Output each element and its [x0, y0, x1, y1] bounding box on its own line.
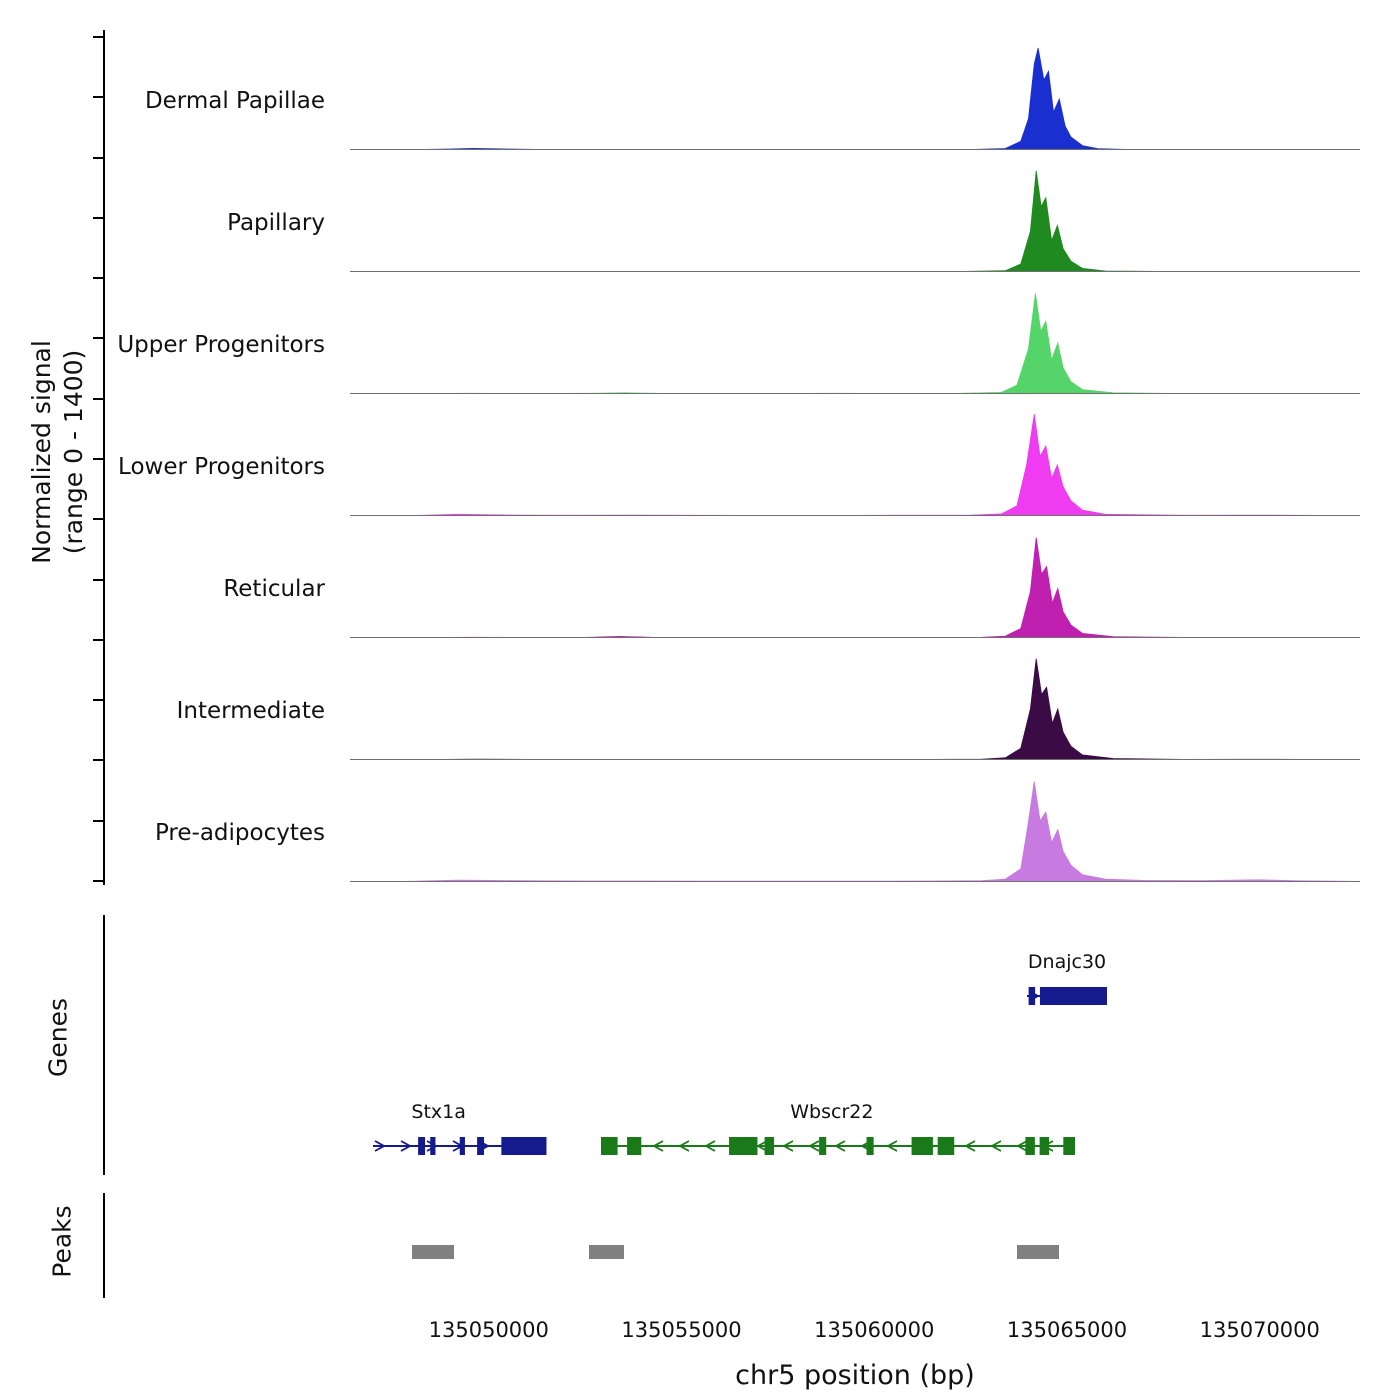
x-axis-tick-label: 135060000: [814, 1318, 935, 1342]
x-axis-tick-label: 135070000: [1199, 1318, 1320, 1342]
track-baseline: [350, 637, 1360, 638]
y-axis-tick: [93, 277, 104, 279]
peak-bar[interactable]: [412, 1245, 454, 1259]
peak-bar[interactable]: [1017, 1245, 1059, 1259]
genes-axis-spine: [103, 915, 105, 1175]
track-label-reticular: Reticular: [223, 576, 325, 602]
signal-track: [154, 777, 1360, 882]
y-axis-tick: [93, 157, 104, 159]
track-signal-area: [350, 167, 1360, 272]
signal-track: [118, 411, 1360, 516]
track-baseline: [350, 881, 1360, 882]
peaks-panel: [0, 1185, 1400, 1310]
y-axis-tick: [93, 759, 104, 761]
y-axis-tick: [93, 458, 104, 460]
gene-label-dnajc30: Dnajc30: [1027, 951, 1107, 973]
gene-model-dnajc30[interactable]: [1027, 983, 1108, 1009]
track-label-dermal-papillae: Dermal Papillae: [144, 88, 325, 114]
x-axis-title: chr5 position (bp): [735, 1360, 975, 1391]
track-baseline: [350, 149, 1360, 150]
signal-track: [223, 533, 1360, 638]
y-axis-tick: [93, 398, 104, 400]
y-axis-tick: [93, 579, 104, 581]
y-axis-tick: [93, 639, 104, 641]
track-label-pre-adipocytes: Pre-adipocytes: [154, 820, 325, 846]
track-signal-area: [350, 289, 1360, 394]
gene-model-stx1a[interactable]: [373, 1133, 546, 1159]
y-axis-tick: [93, 217, 104, 219]
track-label-intermediate: Intermediate: [176, 698, 325, 724]
y-axis-tick: [93, 337, 104, 339]
y-axis-tick: [93, 96, 104, 98]
signal-track: [176, 655, 1360, 760]
genes-axis-label: Genes: [43, 998, 73, 1078]
track-baseline: [350, 759, 1360, 760]
track-signal-area: [350, 777, 1360, 882]
track-baseline: [350, 271, 1360, 272]
signal-track: [144, 45, 1360, 150]
track-baseline: [350, 393, 1360, 394]
y-axis-tick: [93, 699, 104, 701]
y-axis-tick: [93, 820, 104, 822]
gene-label-stx1a: Stx1a: [411, 1101, 466, 1123]
peaks-axis-label: Peaks: [47, 1205, 77, 1278]
peak-bar[interactable]: [589, 1245, 624, 1259]
gene-model-wbscr22[interactable]: [601, 1133, 1075, 1159]
y-axis-label: [26, 242, 90, 662]
y-axis-tick: [93, 880, 104, 882]
signal-track: [227, 167, 1360, 272]
track-signal-area: [350, 411, 1360, 516]
y-axis-tick: [93, 36, 104, 38]
x-axis-tick-label: 135050000: [428, 1318, 549, 1342]
x-axis-tick-label: 135065000: [1006, 1318, 1128, 1342]
track-signal-area: [350, 655, 1360, 760]
y-axis-label-line2: (range 0 - 1400): [59, 349, 88, 555]
y-axis-tick: [93, 518, 104, 520]
x-axis: [0, 1300, 1400, 1400]
y-axis-label-line1: Normalized signal: [27, 340, 56, 564]
track-label-lower-progenitors: Lower Progenitors: [118, 454, 325, 480]
signal-track: [117, 289, 1360, 394]
genes-panel: [0, 905, 1400, 1185]
gene-label-wbscr22: Wbscr22: [790, 1101, 874, 1123]
track-signal-area: [350, 45, 1360, 150]
x-axis-tick-label: 135055000: [621, 1318, 742, 1342]
track-label-upper-progenitors: Upper Progenitors: [117, 332, 325, 358]
track-signal-area: [350, 533, 1360, 638]
track-label-papillary: Papillary: [227, 210, 325, 236]
peaks-axis-spine: [103, 1193, 105, 1298]
track-baseline: [350, 515, 1360, 516]
